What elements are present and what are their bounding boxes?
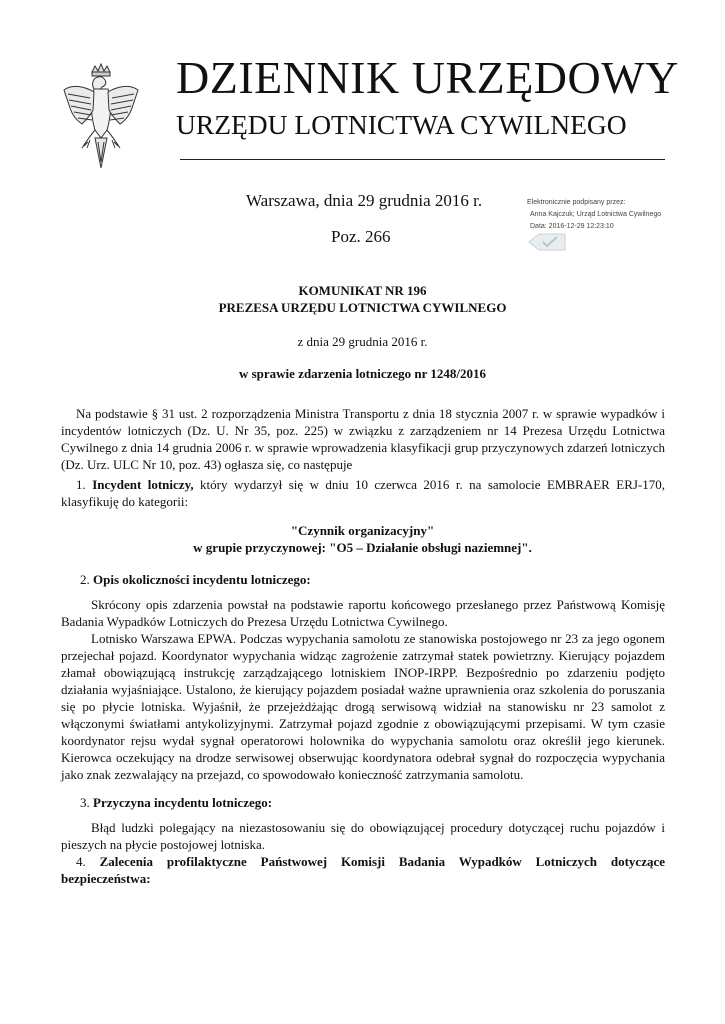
item-4-number: 4. <box>76 854 86 869</box>
communique-title <box>60 282 665 316</box>
electronic-signature-block <box>527 197 677 233</box>
signature-check-icon <box>527 232 567 252</box>
item-3-paragraph-1 <box>61 819 665 853</box>
item-3-number: 3. <box>80 795 90 810</box>
item-3-heading <box>80 794 272 811</box>
item-2-paragraph-1 <box>61 596 665 630</box>
item-4-heading <box>61 853 665 887</box>
item-2-number: 2. <box>80 572 90 587</box>
communique-subject: w sprawie zdarzenia lotniczego nr 1248/2016 <box>238 366 487 381</box>
item-4-heading-text: Zalecenia profilaktyczne Państwowej Komisji Badania Wypadków Lotniczych dotyczące bezpieczeństwa: <box>61 854 666 886</box>
communique-date: z dnia 29 grudnia 2016 r. <box>297 334 428 349</box>
item-1-bold: Incydent lotniczy, <box>92 477 194 492</box>
category-block <box>60 522 665 556</box>
item-3-heading-text: Przyczyna incydentu lotniczego: <box>93 795 273 810</box>
publication-place-date: Warszawa, dnia 29 grudnia 2016 r. <box>246 191 483 210</box>
communique-title-line1: KOMUNIKAT NR 196 <box>298 283 427 298</box>
item-2-paragraph-2-text: Lotnisko Warszawa EPWA. Podczas wypychania samolotu ze stanowiska postojowego nr 23 za jego ogonem przejechał pojazd. Koordynator wypychania widząc zagrożenie zatrzymał statek powietrzny. Kierujący pojazdem złamał obowiązującą instrukcję zarządzającego lotniskiem INOP-IRPP. Bezpośrednio po zdarzeniu podjęto działania wyjaśniające. Ustalono, że kierujący pojazdem posiadał ważne uprawnienia oraz szkolenia do poruszania się po płycie lotniska. Wyjaśnił, że przejeżdżając drogą serwisową widział na stanowisku nr 23 samolot z włączonymi światłami antykolizyjnymi. Zatrzymał pojazd zgodnie z obowiązującymi przepisami. W tym czasie koordynator rejsu wydał sygnał operatorowi holownika do wypychania samolotu oraz określił jego kierunek. Kierowca oczekujący na drodze serwisowej obserwując koordynatora odebrał sygnał do rozpoczęcia wypychania jako znak zezwalający na przejazd, co spowodowało konieczność zatrzymania samolotu. <box>61 631 665 782</box>
signature-label: Elektronicznie podpisany przez: <box>527 199 626 206</box>
intro-text: Na podstawie § 31 ust. 2 rozporządzenia Ministra Transportu z dnia 18 stycznia 2007 r. w sprawie wypadków i incydentów lotniczych (Dz. U. Nr 35, poz. 225) w związku z zarządzeniem nr 14 Prezesa Urzędu Lotnictwa Cywilnego z dnia 14 grudnia 2006 r. w sprawie wprowadzenia klasyfikacji grup przyczynowych zdarzeń lotniczych (Dz. Urz. ULC Nr 10, poz. 43) ogłasza się, co następuje <box>61 406 665 472</box>
item-1-paragraph <box>61 476 665 510</box>
item-2-paragraph-1-text: Skrócony opis zdarzenia powstał na podstawie raportu końcowego przesłanego przez Państwową Komisję Badania Wypadków Lotniczych do Prezesa Urzędu Lotnictwa Cywilnego. <box>61 597 665 629</box>
position-number: Poz. 266 <box>331 227 391 246</box>
item-2-heading-text: Opis okoliczności incydentu lotniczego: <box>93 572 311 587</box>
signature-signer: Anna Kajczuk; Urząd Lotnictwa Cywilnego <box>530 211 662 218</box>
item-1-text: który wydarzył się w dniu 10 czerwca 2016 r. na samolocie EMBRAER ERJ-170, klasyfikuję do kategorii: <box>61 477 666 509</box>
journal-title: DZIENNIK URZĘDOWY <box>176 52 679 103</box>
item-1-number: 1. <box>76 477 86 492</box>
signature-date: Data: 2016-12-29 12:23:10 <box>530 223 614 230</box>
item-2-paragraph-2 <box>61 630 665 783</box>
intro-paragraph <box>61 405 665 473</box>
category-line2: w grupie przyczynowej: "O5 – Działanie obsługi naziemnej". <box>193 540 532 555</box>
polish-eagle-emblem-icon <box>60 62 142 174</box>
communique-title-line2: PREZESA URZĘDU LOTNICTWA CYWILNEGO <box>218 300 507 315</box>
item-2-heading <box>80 571 311 588</box>
journal-subtitle: URZĘDU LOTNICTWA CYWILNEGO <box>176 109 627 140</box>
item-3-paragraph-1-text: Błąd ludzki polegający na niezastosowaniu się do obowiązującej procedury dotyczącej ruchu pojazdów i pieszych na płycie postojowej lotniska. <box>61 820 665 852</box>
header-divider <box>180 159 665 160</box>
category-line1: "Czynnik organizacyjny" <box>290 523 435 538</box>
